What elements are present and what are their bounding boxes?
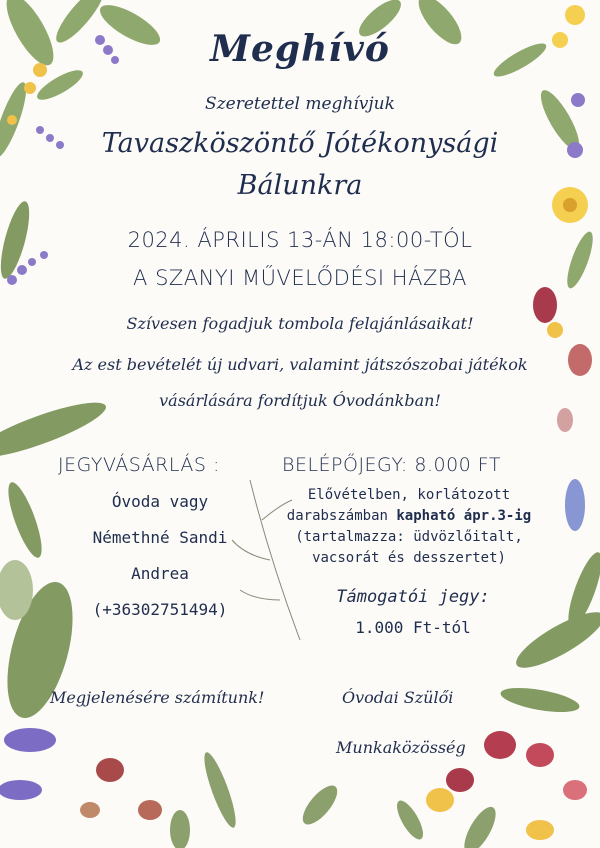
message-line-2: Az est bevételét új udvari, valamint játszószobai játékok <box>72 355 528 374</box>
intro-line: Szeretettel meghívjuk <box>205 94 395 114</box>
message-line-3: vásárlására fordítjuk Óvodánkban! <box>159 391 441 410</box>
ticket-contact-line: Andrea <box>131 564 189 583</box>
message-line-1: Szívesen fogadjuk tombola felajánlásaikat! <box>126 314 474 333</box>
entry-detail-line: vacsorát és desszertet) <box>312 550 506 566</box>
ticket-contact-line: Némethné Sandi <box>92 528 228 547</box>
supporter-ticket-label: Támogatói jegy: <box>336 587 490 607</box>
page-title: Meghívó <box>210 28 390 70</box>
supporter-ticket-price: 1.000 Ft-tól <box>355 618 471 637</box>
flowers-bottom <box>0 728 587 840</box>
ticket-purchase-contact <box>72 484 248 628</box>
event-name-line-2: Bálunkra <box>237 170 363 201</box>
event-date: 2024. ÁPRILIS 13-ÁN 18:00-TÓL <box>127 228 473 252</box>
entry-deadline: kapható ápr.3-ig <box>396 508 532 524</box>
ticket-purchase-heading: JEGYVÁSÁRLÁS : <box>58 454 220 476</box>
footer-signature-2: Munkaközösség <box>336 738 466 757</box>
entry-detail-line <box>258 506 560 527</box>
entry-detail-text: darabszámban <box>286 508 397 524</box>
entry-ticket-details <box>258 485 560 569</box>
ticket-contact-line: Óvoda vagy <box>111 492 209 511</box>
entry-ticket-heading: BELÉPŐJEGY: 8.000 FT <box>282 454 501 476</box>
entry-detail-line: (tartalmazza: üdvözlőitalt, <box>295 529 523 545</box>
entry-detail-line: Elővételben, korlátozott <box>307 487 511 503</box>
ticket-contact-phone: (+36302751494) <box>92 600 228 619</box>
event-venue: A SZANYI MŰVELŐDÉSI HÁZBA <box>133 266 467 290</box>
footer-signature-1: Óvodai Szülői <box>342 688 454 707</box>
footer-closing: Megjelenésére számítunk! <box>50 688 265 707</box>
event-name-line-1: Tavaszköszöntő Jótékonysági <box>101 128 499 159</box>
